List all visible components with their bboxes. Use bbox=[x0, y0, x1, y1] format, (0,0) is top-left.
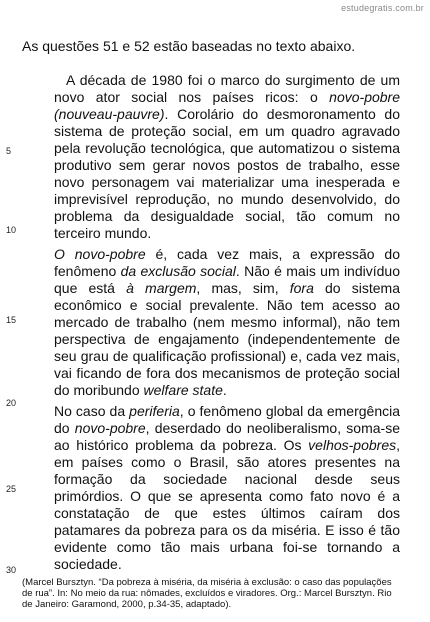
italic-term: da exclusão social bbox=[120, 263, 236, 279]
paragraph-2 bbox=[54, 246, 400, 399]
text-run: . bbox=[222, 382, 227, 398]
line-number: 5 bbox=[6, 146, 12, 156]
text-run: A década de 1980 foi o marco do surgimento de um novo ator social nos países ricos: o bbox=[54, 72, 400, 105]
italic-term: welfare state bbox=[143, 382, 223, 398]
italic-term: velhos-pobres bbox=[308, 437, 397, 453]
text-run: , em países como o Brasil, são atores presentes na formação da sociedade nacional desde seus primórdios. O que se apresenta como fato novo é a constatação de que estes últimos caíram dos patamares da pobreza para os da miséria. E isso é tão evidente como tão mais urbana foi-se tornando a sociedade. bbox=[54, 437, 400, 572]
line-number: 15 bbox=[6, 315, 17, 325]
line-number: 20 bbox=[6, 398, 17, 408]
italic-term: periferia bbox=[129, 403, 180, 419]
source-citation: (Marcel Bursztyn. “Da pobreza à miséria, da miséria à exclusão: o caso das populações de rua”. In: No meio da rua: nômades, excluídos e viradores. Org.: Marcel Bursztyn. Rio de Janeiro: Garamond, 2000, p.34-35, adaptado). bbox=[22, 577, 392, 610]
text-run: , mas, sim, bbox=[196, 280, 290, 296]
paragraph-3 bbox=[54, 403, 400, 573]
text-run: . Não é mais um indivíduo que está bbox=[54, 263, 400, 296]
italic-term: novo-pobre bbox=[74, 420, 146, 436]
italic-term: novo-pobre (nouveau-pauvre) bbox=[54, 89, 400, 122]
italic-term: O novo-pobre bbox=[54, 246, 146, 262]
line-number: 30 bbox=[6, 565, 17, 575]
text-run: . Corolário do desmoronamento do sistema de proteção social, em um quadro agravado pela revolução tecnológica, que automatizou o sistema produtivo sem gerar novos postos de trabalho, esse novo personagem vai materializar uma inesperada e imprevisível reprodução, no mundo desenvolvido, do problema da desigualdade social, tão comum no terceiro mundo. bbox=[54, 106, 400, 241]
line-number: 25 bbox=[6, 484, 17, 494]
intro-text: As questões 51 e 52 estão baseadas no texto abaixo. bbox=[22, 38, 356, 54]
text-run: , deserdado do neoliberalismo, soma-se ao histórico problema da pobreza. Os bbox=[54, 420, 400, 453]
text-run: No caso da bbox=[54, 403, 130, 419]
italic-term: fora bbox=[289, 280, 314, 296]
passage-text bbox=[54, 72, 400, 577]
text-run: é, cada vez mais, a expressão do fenômeno bbox=[54, 246, 401, 279]
text-run: do sistema econômico e social prevalente. Não tem acesso ao mercado de trabalho (nem mesmo informal), não tem perspectiva de engajamento (independentemente de seu grau de qualificação profissional) e, cada vez mais, vai ficando de fora dos mecanismos de proteção social do moribundo bbox=[54, 280, 400, 398]
line-number: 10 bbox=[6, 225, 17, 235]
text-run: , o fenômeno global da emergência do bbox=[54, 403, 400, 436]
paragraph-1 bbox=[54, 72, 400, 242]
site-watermark: estudegratis.com.br bbox=[341, 3, 424, 13]
italic-term: à margem bbox=[126, 280, 197, 296]
